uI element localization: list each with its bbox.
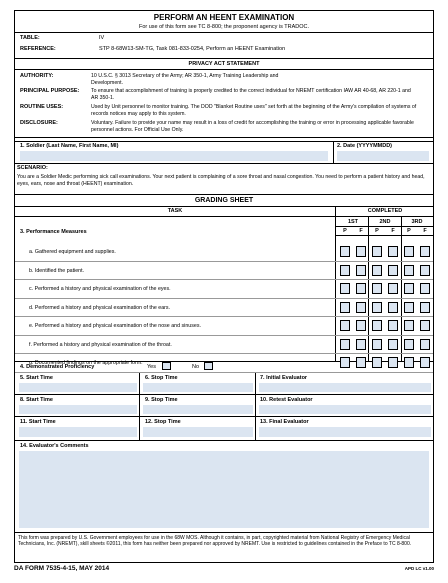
pf-f1: F xyxy=(359,228,363,234)
no-checkbox[interactable] xyxy=(204,362,213,370)
disclosure-label: DISCLOSURE: xyxy=(20,120,58,126)
attempt-1st: 1ST xyxy=(347,219,359,225)
purpose-label: PRINCIPAL PURPOSE: xyxy=(20,88,80,94)
pf-f2: F xyxy=(391,228,395,234)
grade-checkbox[interactable] xyxy=(372,339,382,350)
notice-text: This form was prepared by U.S. Government employees for use in the 68W MOS. Although it contains, in part, copyrighted material from National Registry of Emergency Medical Technicians, Inc. (NREMT), skill sheets ©2011, this form has neither been prepared nor approved by NREMT. Use is restricted to guidelines contained in the Preface to TC 8-800. xyxy=(18,535,412,548)
attempt-3rd: 3RD xyxy=(411,219,423,225)
form-number: DA FORM 7535-4-15, MAY 2014 xyxy=(14,565,110,572)
start-time-1-field[interactable] xyxy=(19,383,137,392)
grade-checkbox[interactable] xyxy=(404,283,414,294)
soldier-name-label: 1. Soldier (Last Name, First Name, MI) xyxy=(20,143,119,149)
grading-header: GRADING SHEET xyxy=(194,197,254,204)
task-label: b. Identified the patient. xyxy=(29,267,85,274)
final-evaluator-field[interactable] xyxy=(259,427,431,437)
pf-p1: P xyxy=(343,228,347,234)
grade-checkbox[interactable] xyxy=(404,339,414,350)
yes-label: Yes xyxy=(147,364,156,370)
grade-checkbox[interactable] xyxy=(420,302,430,313)
retest-evaluator-label: 10. Retest Evaluator xyxy=(260,397,313,403)
stop-time-3-label: 12. Stop Time xyxy=(145,419,181,425)
grade-checkbox[interactable] xyxy=(340,320,350,331)
grade-checkbox[interactable] xyxy=(372,283,382,294)
grade-checkbox[interactable] xyxy=(388,357,398,368)
start-time-2-field[interactable] xyxy=(19,405,137,414)
table-label: TABLE: xyxy=(20,35,40,41)
grade-checkbox[interactable] xyxy=(420,246,430,257)
yes-checkbox[interactable] xyxy=(162,362,171,370)
initial-evaluator-field[interactable] xyxy=(259,383,431,392)
routine-text: Used by Unit personnel to monitor training. The DOD "Blanket Routine uses" set forth at the beginning of the Army's compilation of systems of records notices may apply to this system. xyxy=(91,104,417,117)
version-label: APD LC v1.00 xyxy=(404,566,434,571)
task-label: d. Performed a history and physical examination of the ears. xyxy=(29,304,171,311)
grade-checkbox[interactable] xyxy=(372,357,382,368)
stop-time-1-label: 6. Stop Time xyxy=(145,375,178,381)
grade-checkbox[interactable] xyxy=(340,283,350,294)
pf-p3: P xyxy=(407,228,411,234)
task-label: c. Performed a history and physical examination of the eyes. xyxy=(29,286,171,292)
grade-checkbox[interactable] xyxy=(356,357,366,368)
soldier-name-field[interactable] xyxy=(20,151,328,161)
grade-checkbox[interactable] xyxy=(356,320,366,331)
grade-checkbox[interactable] xyxy=(340,246,350,257)
authority-label: AUTHORITY: xyxy=(20,73,54,79)
grade-checkbox[interactable] xyxy=(372,320,382,331)
comments-field[interactable] xyxy=(19,451,429,528)
task-label: a. Gathered equipment and supplies. xyxy=(29,249,116,255)
grade-checkbox[interactable] xyxy=(356,302,366,313)
final-evaluator-label: 13. Final Evaluator xyxy=(260,419,309,425)
grade-checkbox[interactable] xyxy=(404,265,414,276)
retest-evaluator-field[interactable] xyxy=(259,405,431,414)
heent-form xyxy=(14,10,434,563)
pf-f3: F xyxy=(423,228,427,234)
date-field[interactable] xyxy=(337,151,429,161)
date-label: 2. Date (YYYYMMDD) xyxy=(337,143,393,149)
no-label: No xyxy=(192,364,200,370)
grade-checkbox[interactable] xyxy=(404,357,414,368)
grade-checkbox[interactable] xyxy=(340,265,350,276)
grade-checkbox[interactable] xyxy=(372,246,382,257)
grade-checkbox[interactable] xyxy=(404,320,414,331)
start-time-3-label: 11. Start Time xyxy=(20,419,56,425)
reference-label: REFERENCE: xyxy=(20,46,56,52)
authority-text: 10 U.S.C. § 3013 Secretary of the Army; AR 350-1, Army Training Leadership and Development. xyxy=(91,73,279,86)
purpose-text: To ensure that accomplishment of training is properly credited to the correct individual for NREMT certification IAW AR 40-68, AR 220-1 and AR 350-1. xyxy=(91,88,411,101)
disclosure-text: Voluntary. Failure to provide your name may result in a loss of credit for accomplishing the training or error in processing applicable favorable personnel actions. For Official Use Only. xyxy=(91,120,414,133)
grade-checkbox[interactable] xyxy=(420,283,430,294)
grade-checkbox[interactable] xyxy=(356,339,366,350)
routine-label: ROUTINE USES: xyxy=(20,104,64,110)
grade-checkbox[interactable] xyxy=(404,246,414,257)
pf-p2: P xyxy=(375,228,379,234)
grade-checkbox[interactable] xyxy=(340,357,350,368)
completed-header: COMPLETED xyxy=(367,208,403,214)
grade-checkbox[interactable] xyxy=(340,302,350,313)
grade-checkbox[interactable] xyxy=(388,320,398,331)
stop-time-2-field[interactable] xyxy=(143,405,253,414)
attempt-2nd: 2ND xyxy=(379,219,391,225)
grade-checkbox[interactable] xyxy=(388,302,398,313)
stop-time-2-label: 9. Stop Time xyxy=(145,397,178,403)
grade-checkbox[interactable] xyxy=(420,320,430,331)
grade-checkbox[interactable] xyxy=(388,265,398,276)
scenario-text: You are a Soldier Medic performing sick call examinations. Your next patient is complaining of a sore throat and nasal congestion. You need to perform a patient history and head, eyes, ears, nose and throat (HEENT) examination. xyxy=(17,174,425,187)
grade-checkbox[interactable] xyxy=(388,283,398,294)
comments-label: 14. Evaluator's Comments xyxy=(20,443,89,449)
form-title: PERFORM AN HEENT EXAMINATION xyxy=(153,13,295,22)
stop-time-3-field[interactable] xyxy=(143,427,253,437)
task-label: f. Performed a history and physical examination of the throat. xyxy=(29,341,172,348)
proficiency-label: 4. Demonstrated Proficiency xyxy=(20,364,95,370)
grade-checkbox[interactable] xyxy=(340,339,350,350)
grade-checkbox[interactable] xyxy=(388,246,398,257)
task-label: e. Performed a history and physical examination of the nose and sinuses. xyxy=(29,323,201,329)
grade-checkbox[interactable] xyxy=(420,265,430,276)
task-header: TASK xyxy=(167,208,183,214)
stop-time-1-field[interactable] xyxy=(143,383,253,392)
grade-checkbox[interactable] xyxy=(388,339,398,350)
grade-checkbox[interactable] xyxy=(404,302,414,313)
grade-checkbox[interactable] xyxy=(356,246,366,257)
start-time-2-label: 8. Start Time xyxy=(20,397,53,403)
grade-checkbox[interactable] xyxy=(356,265,366,276)
measures-label: 3. Performance Measures xyxy=(20,229,87,235)
reference-value: STP 8-68W13-SM-TG, Task 081-833-0254, Perform an HEENT Examination xyxy=(99,46,286,52)
grade-checkbox[interactable] xyxy=(372,302,382,313)
grade-checkbox[interactable] xyxy=(420,339,430,350)
grade-checkbox[interactable] xyxy=(420,357,430,368)
privacy-header: PRIVACY ACT STATEMENT xyxy=(188,61,260,67)
task-label: g. Documented findings on the appropriate form. xyxy=(29,360,143,366)
form-subtitle: For use of this form see TC 8-800; the proponent agency is TRADOC. xyxy=(138,24,310,30)
initial-evaluator-label: 7. Initial Evaluator xyxy=(260,375,308,381)
start-time-1-label: 5. Start Time xyxy=(20,375,53,381)
start-time-3-field[interactable] xyxy=(19,427,137,437)
grade-checkbox[interactable] xyxy=(372,265,382,276)
grade-checkbox[interactable] xyxy=(356,283,366,294)
table-value: IV xyxy=(99,35,105,41)
scenario-label: SCENARIO: xyxy=(17,165,48,171)
